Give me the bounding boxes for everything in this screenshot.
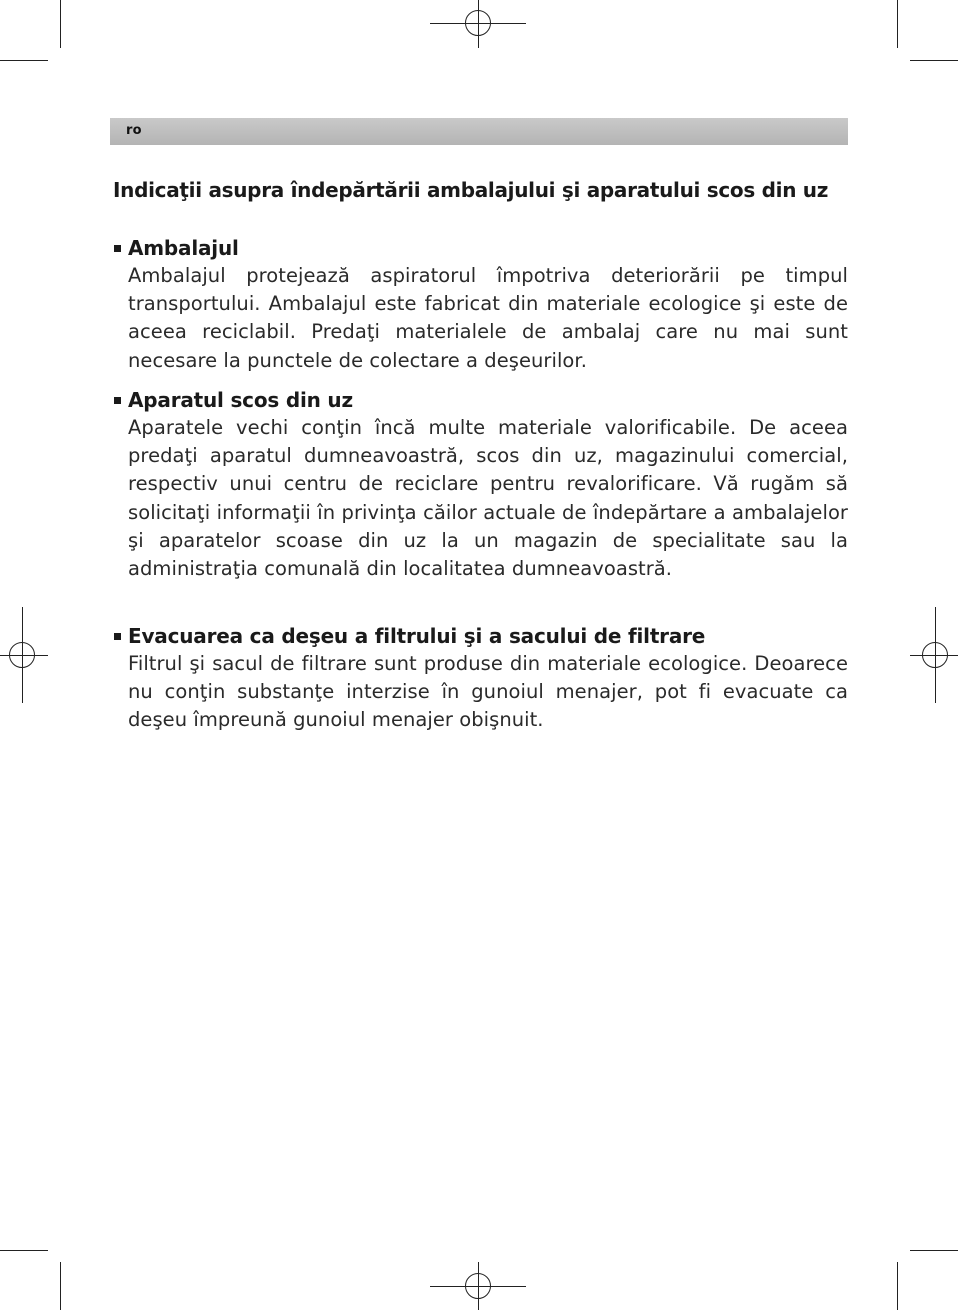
section-body: Aparatele vechi conţin încă multe materiale valorificabile. De aceea predaţi aparatul dumneavoastră, scos din uz, magazinului comercial, respectiv unui centru de reciclare pentru revalorificare. Vă rugăm să solicitaţi informaţii în privinţa căilor actuale de îndepărtare a ambalajelor şi aparatelor scoase din uz la un magazin de specialitate sau la administraţia comunală din localitatea dumneavoastră. bbox=[128, 416, 848, 581]
page-title: Indicaţii asupra îndepărtării ambalajului şi aparatului scos din uz bbox=[113, 178, 829, 202]
section-heading-text: Ambalajul bbox=[128, 236, 239, 260]
section-old-appliance bbox=[114, 386, 848, 583]
section-heading-text: Aparatul scos din uz bbox=[128, 388, 353, 412]
language-code: ro bbox=[126, 123, 142, 138]
section-body: Filtrul şi sacul de filtrare sunt produse din materiale ecologice. Deoarece nu conţin substanţe interzise în gunoiul menajer, pot fi evacuate ca deşeu împreună gunoiul menajer obişnuit. bbox=[128, 652, 848, 732]
section-heading bbox=[114, 622, 848, 650]
bullet-icon bbox=[114, 633, 121, 640]
bullet-icon bbox=[114, 397, 121, 404]
section-heading-text: Evacuarea ca deşeu a filtrului şi a sacului de filtrare bbox=[128, 624, 706, 648]
bullet-icon bbox=[114, 245, 121, 252]
section-heading bbox=[114, 234, 848, 262]
section-body: Ambalajul protejează aspiratorul împotriva deteriorării pe timpul transportului. Ambalajul este fabricat din materiale ecologice şi este de aceea reciclabil. Predaţi materialele de ambalaj care nu mai sunt necesare la punctele de colectare a deşeurilor. bbox=[128, 264, 848, 372]
section-packaging bbox=[114, 234, 848, 375]
section-filter-disposal bbox=[114, 622, 848, 735]
section-heading bbox=[114, 386, 848, 414]
language-header-bar bbox=[110, 118, 848, 145]
